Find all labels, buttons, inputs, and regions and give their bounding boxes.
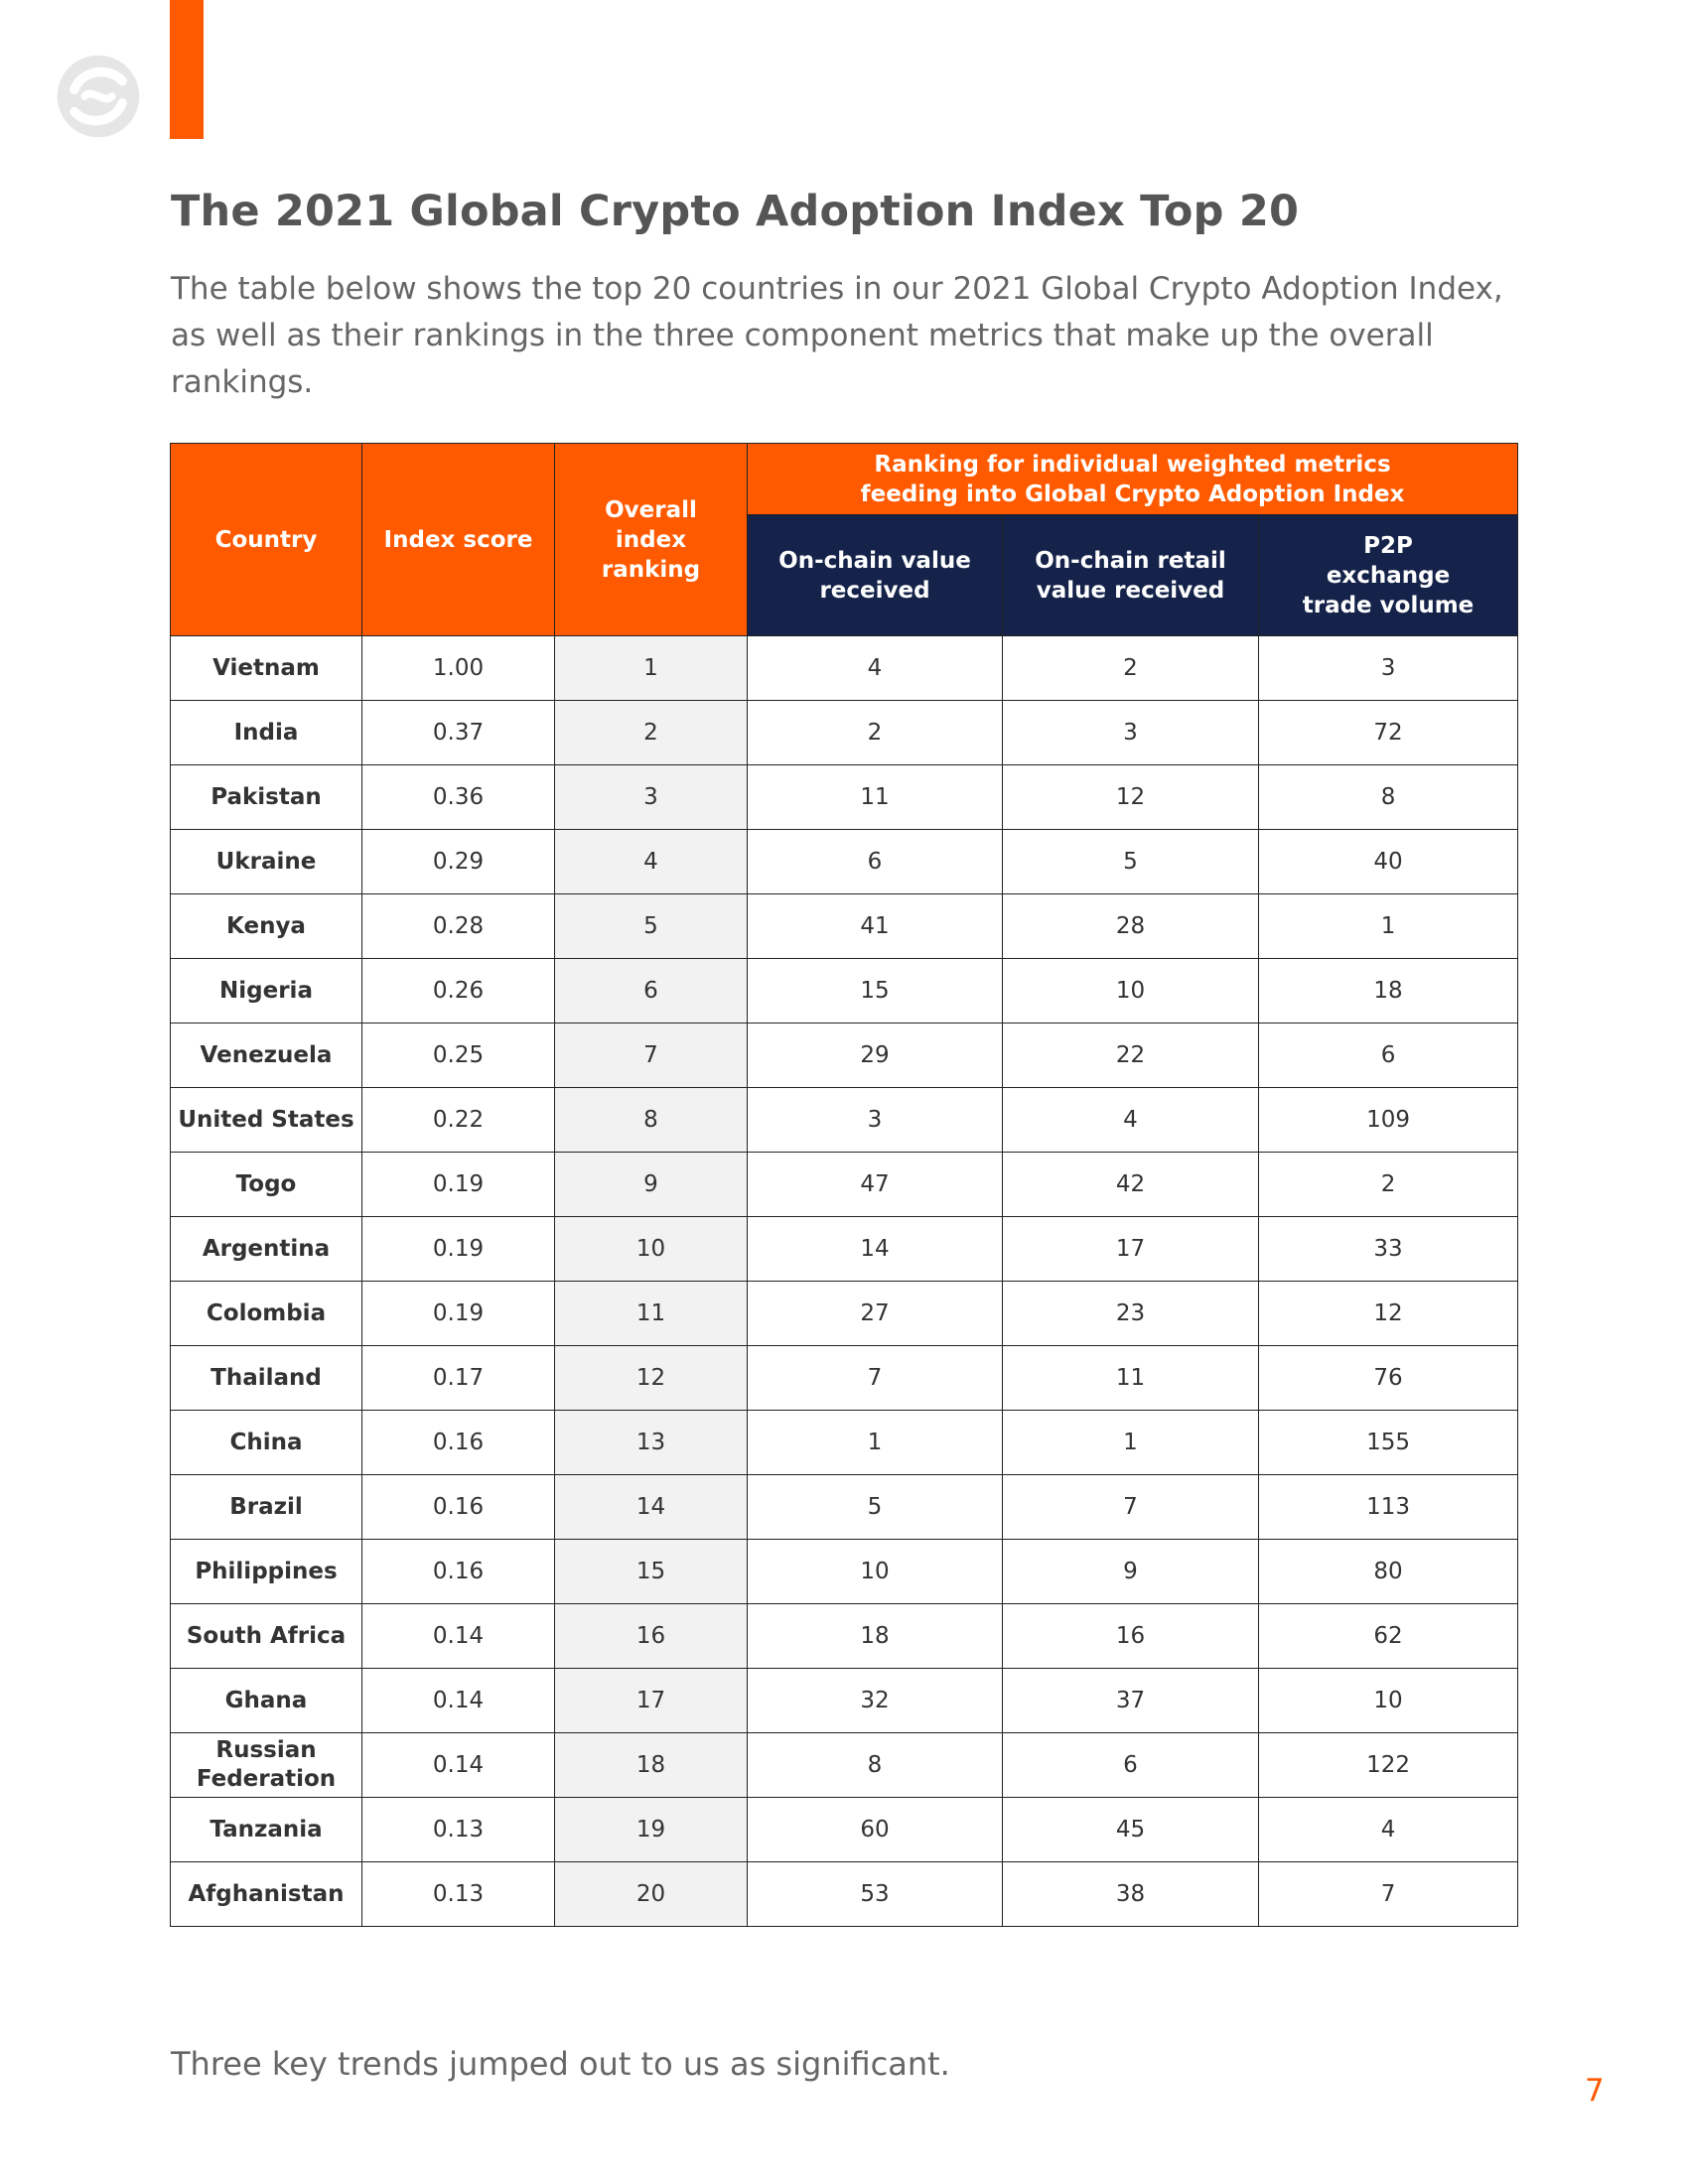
overall-rank-cell: 4 xyxy=(555,830,748,894)
onchain-value-rank-cell: 8 xyxy=(748,1733,1003,1798)
onchain-retail-rank-cell: 45 xyxy=(1003,1798,1259,1862)
onchain-retail-rank-cell: 16 xyxy=(1003,1604,1259,1669)
intro-paragraph: The table below shows the top 20 countries in our 2021 Global Crypto Adoption Index, as well as their rankings in the three component metrics that make up the overall rankings. xyxy=(171,271,1503,400)
p2p-volume-rank-cell: 80 xyxy=(1259,1540,1518,1604)
onchain-value-rank-cell: 4 xyxy=(748,636,1003,701)
table-row xyxy=(171,1733,1518,1798)
header-p2p-volume: P2P exchange trade volume xyxy=(1259,515,1518,636)
country-cell: Ghana xyxy=(171,1669,362,1733)
onchain-value-rank-cell: 1 xyxy=(748,1411,1003,1475)
country-cell: Brazil xyxy=(171,1475,362,1540)
onchain-value-rank-cell: 18 xyxy=(748,1604,1003,1669)
onchain-value-rank-cell: 53 xyxy=(748,1862,1003,1927)
country-cell: Ukraine xyxy=(171,830,362,894)
p2p-volume-rank-cell: 12 xyxy=(1259,1282,1518,1346)
overall-rank-cell: 15 xyxy=(555,1540,748,1604)
onchain-value-rank-cell: 32 xyxy=(748,1669,1003,1733)
header-metrics-group: Ranking for individual weighted metrics feeding into Global Crypto Adoption Index xyxy=(748,444,1518,515)
index-score-cell: 0.22 xyxy=(362,1088,555,1153)
country-cell: Colombia xyxy=(171,1282,362,1346)
header-overall-ranking: Overall index ranking xyxy=(555,444,748,636)
table-row xyxy=(171,1540,1518,1604)
onchain-value-rank-cell: 41 xyxy=(748,894,1003,959)
index-score-cell: 0.16 xyxy=(362,1475,555,1540)
overall-rank-cell: 14 xyxy=(555,1475,748,1540)
p2p-volume-rank-cell: 113 xyxy=(1259,1475,1518,1540)
table-row xyxy=(171,1411,1518,1475)
onchain-value-rank-cell: 47 xyxy=(748,1153,1003,1217)
table-row xyxy=(171,765,1518,830)
country-cell: Tanzania xyxy=(171,1798,362,1862)
index-score-cell: 0.36 xyxy=(362,765,555,830)
p2p-volume-rank-cell: 7 xyxy=(1259,1862,1518,1927)
onchain-value-rank-cell: 6 xyxy=(748,830,1003,894)
index-score-cell: 0.13 xyxy=(362,1862,555,1927)
overall-rank-cell: 17 xyxy=(555,1669,748,1733)
onchain-value-rank-cell: 15 xyxy=(748,959,1003,1024)
index-score-cell: 0.37 xyxy=(362,701,555,765)
table-row xyxy=(171,1088,1518,1153)
header-index-score: Index score xyxy=(362,444,555,636)
country-cell: China xyxy=(171,1411,362,1475)
onchain-value-rank-cell: 10 xyxy=(748,1540,1003,1604)
onchain-value-rank-cell: 5 xyxy=(748,1475,1003,1540)
index-score-cell: 0.19 xyxy=(362,1217,555,1282)
table-row xyxy=(171,1153,1518,1217)
onchain-retail-rank-cell: 22 xyxy=(1003,1024,1259,1088)
p2p-volume-rank-cell: 109 xyxy=(1259,1088,1518,1153)
index-score-cell: 0.16 xyxy=(362,1540,555,1604)
country-cell: Nigeria xyxy=(171,959,362,1024)
table-row xyxy=(171,1798,1518,1862)
country-cell: Togo xyxy=(171,1153,362,1217)
onchain-retail-rank-cell: 1 xyxy=(1003,1411,1259,1475)
index-score-cell: 1.00 xyxy=(362,636,555,701)
p2p-volume-rank-cell: 4 xyxy=(1259,1798,1518,1862)
p2p-volume-rank-cell: 155 xyxy=(1259,1411,1518,1475)
p2p-volume-rank-cell: 2 xyxy=(1259,1153,1518,1217)
index-score-cell: 0.19 xyxy=(362,1153,555,1217)
index-score-cell: 0.17 xyxy=(362,1346,555,1411)
onchain-retail-rank-cell: 7 xyxy=(1003,1475,1259,1540)
onchain-retail-rank-cell: 38 xyxy=(1003,1862,1259,1927)
closing-text: Three key trends jumped out to us as significant. xyxy=(171,2045,950,2083)
overall-rank-cell: 12 xyxy=(555,1346,748,1411)
index-score-cell: 0.28 xyxy=(362,894,555,959)
adoption-index-table xyxy=(170,443,1518,1927)
overall-rank-cell: 2 xyxy=(555,701,748,765)
country-cell: Philippines xyxy=(171,1540,362,1604)
table-row xyxy=(171,830,1518,894)
country-cell: Thailand xyxy=(171,1346,362,1411)
onchain-retail-rank-cell: 11 xyxy=(1003,1346,1259,1411)
p2p-volume-rank-cell: 6 xyxy=(1259,1024,1518,1088)
index-score-cell: 0.29 xyxy=(362,830,555,894)
index-score-cell: 0.16 xyxy=(362,1411,555,1475)
index-score-cell: 0.14 xyxy=(362,1669,555,1733)
p2p-volume-rank-cell: 72 xyxy=(1259,701,1518,765)
onchain-retail-rank-cell: 2 xyxy=(1003,636,1259,701)
onchain-retail-rank-cell: 23 xyxy=(1003,1282,1259,1346)
index-score-cell: 0.14 xyxy=(362,1604,555,1669)
chainalysis-logo-icon xyxy=(56,54,141,139)
p2p-volume-rank-cell: 33 xyxy=(1259,1217,1518,1282)
country-cell: Afghanistan xyxy=(171,1862,362,1927)
p2p-volume-rank-cell: 122 xyxy=(1259,1733,1518,1798)
p2p-volume-rank-cell: 10 xyxy=(1259,1669,1518,1733)
country-cell: Vietnam xyxy=(171,636,362,701)
p2p-volume-rank-cell: 1 xyxy=(1259,894,1518,959)
table-row xyxy=(171,1024,1518,1088)
header-onchain-retail: On-chain retail value received xyxy=(1003,515,1259,636)
onchain-retail-rank-cell: 12 xyxy=(1003,765,1259,830)
p2p-volume-rank-cell: 62 xyxy=(1259,1604,1518,1669)
overall-rank-cell: 11 xyxy=(555,1282,748,1346)
onchain-retail-rank-cell: 3 xyxy=(1003,701,1259,765)
country-cell: Venezuela xyxy=(171,1024,362,1088)
onchain-value-rank-cell: 29 xyxy=(748,1024,1003,1088)
onchain-retail-rank-cell: 17 xyxy=(1003,1217,1259,1282)
table-row xyxy=(171,1282,1518,1346)
country-cell: Pakistan xyxy=(171,765,362,830)
overall-rank-cell: 9 xyxy=(555,1153,748,1217)
overall-rank-cell: 20 xyxy=(555,1862,748,1927)
p2p-volume-rank-cell: 18 xyxy=(1259,959,1518,1024)
overall-rank-cell: 6 xyxy=(555,959,748,1024)
onchain-value-rank-cell: 60 xyxy=(748,1798,1003,1862)
table-row xyxy=(171,1475,1518,1540)
onchain-value-rank-cell: 27 xyxy=(748,1282,1003,1346)
overall-rank-cell: 18 xyxy=(555,1733,748,1798)
country-cell: United States xyxy=(171,1088,362,1153)
p2p-volume-rank-cell: 8 xyxy=(1259,765,1518,830)
table-row xyxy=(171,1669,1518,1733)
index-score-cell: 0.14 xyxy=(362,1733,555,1798)
onchain-value-rank-cell: 11 xyxy=(748,765,1003,830)
onchain-retail-rank-cell: 42 xyxy=(1003,1153,1259,1217)
table-row xyxy=(171,894,1518,959)
overall-rank-cell: 7 xyxy=(555,1024,748,1088)
table-row xyxy=(171,959,1518,1024)
onchain-retail-rank-cell: 5 xyxy=(1003,830,1259,894)
onchain-retail-rank-cell: 10 xyxy=(1003,959,1259,1024)
overall-rank-cell: 13 xyxy=(555,1411,748,1475)
overall-rank-cell: 3 xyxy=(555,765,748,830)
onchain-value-rank-cell: 7 xyxy=(748,1346,1003,1411)
country-cell: South Africa xyxy=(171,1604,362,1669)
onchain-value-rank-cell: 2 xyxy=(748,701,1003,765)
onchain-retail-rank-cell: 9 xyxy=(1003,1540,1259,1604)
accent-bar xyxy=(170,0,204,139)
onchain-value-rank-cell: 3 xyxy=(748,1088,1003,1153)
p2p-volume-rank-cell: 40 xyxy=(1259,830,1518,894)
table-row xyxy=(171,1862,1518,1927)
onchain-retail-rank-cell: 28 xyxy=(1003,894,1259,959)
adoption-index-table-container xyxy=(170,443,1517,1927)
overall-rank-cell: 1 xyxy=(555,636,748,701)
p2p-volume-rank-cell: 3 xyxy=(1259,636,1518,701)
overall-rank-cell: 19 xyxy=(555,1798,748,1862)
overall-rank-cell: 10 xyxy=(555,1217,748,1282)
country-cell: Argentina xyxy=(171,1217,362,1282)
country-cell: Russian Federation xyxy=(171,1733,362,1798)
onchain-retail-rank-cell: 6 xyxy=(1003,1733,1259,1798)
onchain-value-rank-cell: 14 xyxy=(748,1217,1003,1282)
table-body xyxy=(171,636,1518,1927)
table-row xyxy=(171,1217,1518,1282)
index-score-cell: 0.25 xyxy=(362,1024,555,1088)
p2p-volume-rank-cell: 76 xyxy=(1259,1346,1518,1411)
country-cell: Kenya xyxy=(171,894,362,959)
index-score-cell: 0.26 xyxy=(362,959,555,1024)
overall-rank-cell: 8 xyxy=(555,1088,748,1153)
table-row xyxy=(171,701,1518,765)
table-row xyxy=(171,1346,1518,1411)
header-country: Country xyxy=(171,444,362,636)
index-score-cell: 0.19 xyxy=(362,1282,555,1346)
header-onchain-value: On-chain value received xyxy=(748,515,1003,636)
onchain-retail-rank-cell: 4 xyxy=(1003,1088,1259,1153)
overall-rank-cell: 5 xyxy=(555,894,748,959)
table-row xyxy=(171,1604,1518,1669)
page-number: 7 xyxy=(1585,2073,1605,2109)
onchain-retail-rank-cell: 37 xyxy=(1003,1669,1259,1733)
table-row xyxy=(171,636,1518,701)
country-cell: India xyxy=(171,701,362,765)
page-title: The 2021 Global Crypto Adoption Index Top 20 xyxy=(171,187,1300,236)
index-score-cell: 0.13 xyxy=(362,1798,555,1862)
overall-rank-cell: 16 xyxy=(555,1604,748,1669)
